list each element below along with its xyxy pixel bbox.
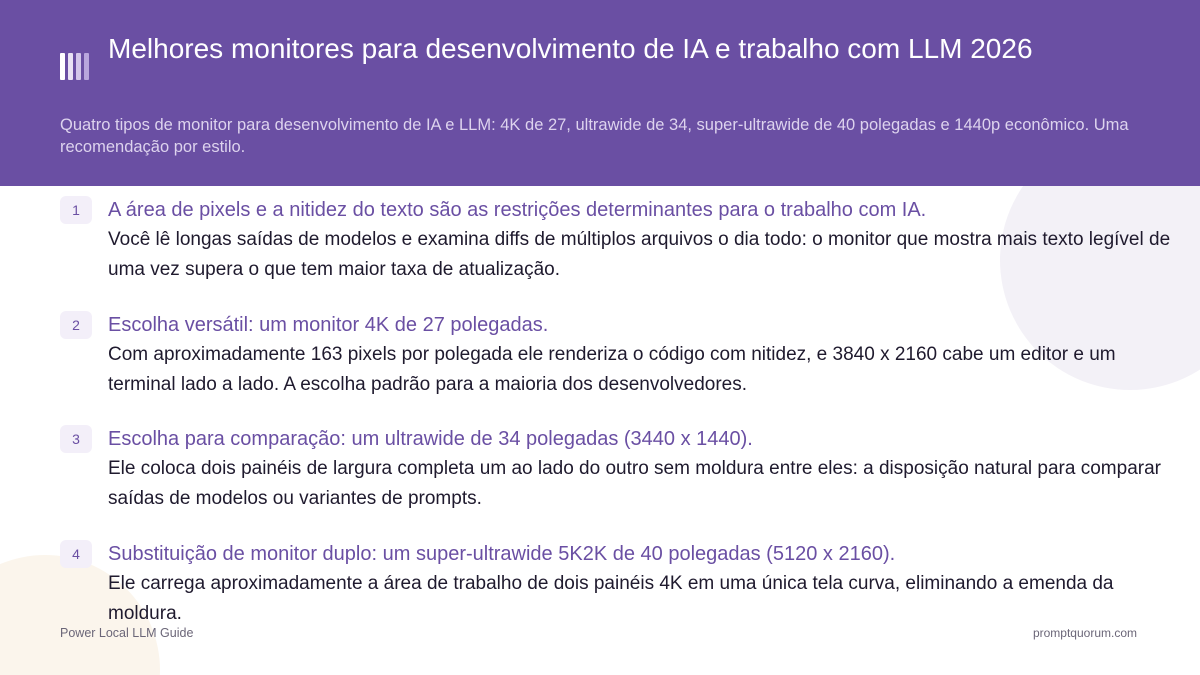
item-title: Substituição de monitor duplo: um super-ultrawide 5K2K de 40 polegadas (5120 x 2160). bbox=[108, 543, 896, 565]
item-number-badge: 4 bbox=[60, 540, 92, 568]
item-title: A área de pixels e a nitidez do texto são as restrições determinantes para o trabalho com IA. bbox=[108, 199, 927, 221]
header-banner bbox=[0, 0, 1200, 186]
item-number-badge: 2 bbox=[60, 311, 92, 339]
item-number-badge: 1 bbox=[60, 196, 92, 224]
item-title: Escolha para comparação: um ultrawide de 34 polegadas (3440 x 1440). bbox=[108, 428, 753, 450]
footer-site-link[interactable]: promptquorum.com bbox=[1032, 626, 1137, 640]
item-description: Ele carrega aproximadamente a área de trabalho de dois painéis 4K em uma única tela curva, eliminando a emenda da moldura. bbox=[108, 573, 1114, 624]
item-title: Escolha versátil: um monitor 4K de 27 polegadas. bbox=[108, 314, 549, 336]
page-title: Melhores monitores para desenvolvimento de IA e trabalho com LLM 2026 bbox=[108, 33, 1033, 64]
item-description: Com aproximadamente 163 pixels por polegada ele renderiza o código com nitidez, e 3840 x 2160 cabe um editor e um terminal lado a lado. A escolha padrão para a maioria dos desenvolvedores. bbox=[108, 344, 1116, 395]
item-description: Ele coloca dois painéis de largura completa um ao lado do outro sem moldura entre eles: a disposição natural para comparar saídas de modelos ou variantes de prompts. bbox=[108, 458, 1161, 509]
page-subtitle: Quatro tipos de monitor para desenvolvimento de IA e LLM: 4K de 27, ultrawide de 34, super-ultrawide de 40 polegadas e 1440p econômico. Uma recomendação por estilo. bbox=[60, 116, 1129, 156]
item-description: Você lê longas saídas de modelos e examina diffs de múltiplos arquivos o dia todo: o monitor que mostra mais texto legível de uma vez supera o que tem maior taxa de atualização. bbox=[108, 229, 1171, 280]
item-number-badge: 3 bbox=[60, 425, 92, 453]
bars-logo-icon bbox=[60, 53, 96, 80]
footer-guide-label: Power Local LLM Guide bbox=[60, 626, 194, 640]
